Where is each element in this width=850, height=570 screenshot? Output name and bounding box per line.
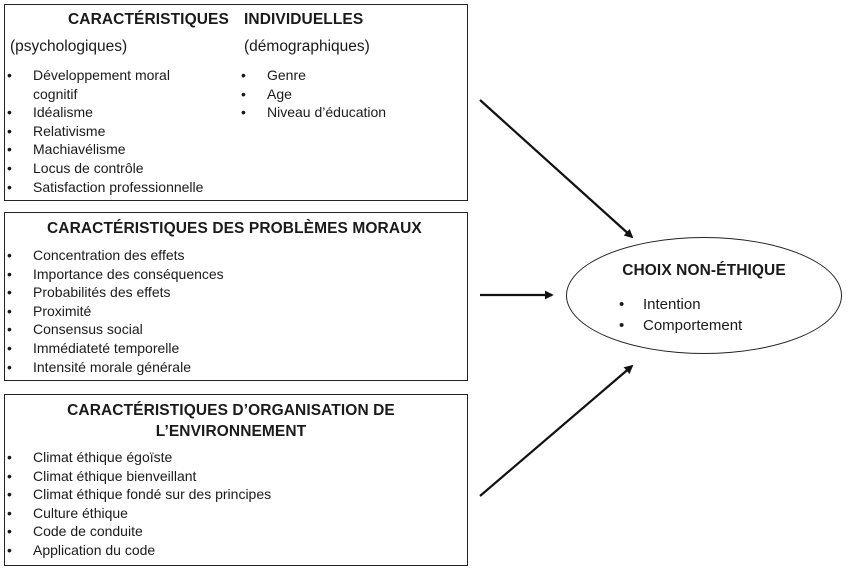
organization-list xyxy=(5,448,455,560)
moral-issues-title: CARACTÉRISTIQUES DES PROBLÈMES MORAUX xyxy=(47,220,422,237)
list-item: • Relativisme xyxy=(5,122,237,141)
organization-title-line2: L’ENVIRONNEMENT xyxy=(155,423,307,440)
list-item: • Climat éthique fondé sur des principes xyxy=(5,485,455,504)
list-item: • Intention xyxy=(617,294,817,315)
moral-issues-list xyxy=(5,246,455,376)
unethical-choice-title: CHOIX NON-ÉTHIQUE xyxy=(622,262,786,279)
individual-title-left: CARACTÉRISTIQUES xyxy=(68,11,229,28)
list-item: • Concentration des effets xyxy=(5,246,455,265)
list-item: • Climat éthique bienveillant xyxy=(5,467,455,486)
list-item: • Probabilités des effets xyxy=(5,283,455,302)
psychological-subtitle: (psychologiques) xyxy=(10,38,128,55)
list-item: • Intensité morale générale xyxy=(5,358,455,377)
list-item: • Immédiateté temporelle xyxy=(5,339,455,358)
list-item: • Satisfaction professionnelle xyxy=(5,178,237,197)
list-item: • Locus de contrôle xyxy=(5,159,237,178)
organization-environment-box xyxy=(4,394,468,566)
list-item: • Importance des conséquences xyxy=(5,265,455,284)
list-item: • Proximité xyxy=(5,302,455,321)
list-item: • Application du code xyxy=(5,541,455,560)
list-item: • Genre xyxy=(239,66,459,85)
list-item: • Climat éthique égoïste xyxy=(5,448,455,467)
list-item: • Comportement xyxy=(617,315,817,336)
individual-characteristics-box xyxy=(4,4,468,201)
demographic-subtitle: (démographiques) xyxy=(244,38,370,55)
psychological-list xyxy=(5,66,237,196)
arrow-individual-to-choice xyxy=(480,100,632,237)
demographic-list xyxy=(239,66,459,122)
list-item: • Age xyxy=(239,85,459,104)
list-item: • Code de conduite xyxy=(5,522,455,541)
organization-title-line1: CARACTÉRISTIQUES D’ORGANISATION DE xyxy=(67,402,395,419)
list-item: • Développement moral cognitif xyxy=(5,66,237,103)
arrow-organization-to-choice xyxy=(480,366,632,496)
list-item: • Niveau d’éducation xyxy=(239,103,459,122)
outcome-list xyxy=(617,294,817,336)
list-item: • Idéalisme xyxy=(5,103,237,122)
moral-issues-box xyxy=(4,212,468,381)
list-item: • Consensus social xyxy=(5,320,455,339)
list-item: • Culture éthique xyxy=(5,504,455,523)
list-item: • Machiavélisme xyxy=(5,140,237,159)
individual-title-right: INDIVIDUELLES xyxy=(244,11,364,28)
unethical-choice-ellipse xyxy=(566,237,842,354)
